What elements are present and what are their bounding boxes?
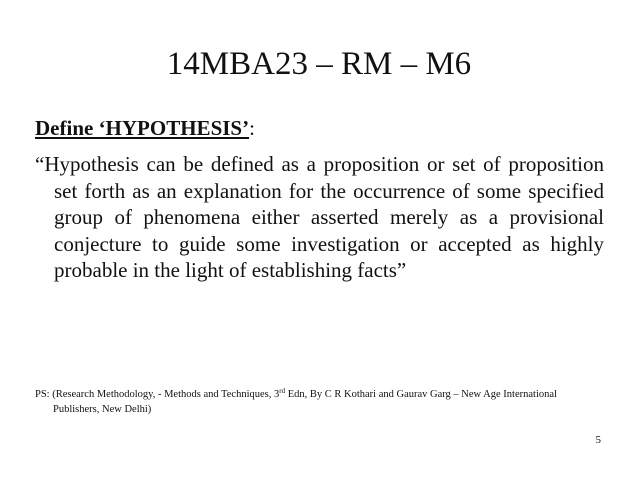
reference-superscript: rd [279, 387, 286, 395]
reference-text-start: PS: (Research Methodology, - Methods and Techniques, 3 [35, 389, 280, 400]
reference-text-end: Edn, By C R Kothari and Gaurav Garg – New Age International Publishers, New Delhi) [53, 389, 557, 415]
definition-heading [35, 115, 255, 141]
definition-quote: “Hypothesis can be defined as a proposition or set of proposition set forth as an explanation for the occurrence of some specified group of phenomena either asserted merely as a provisional conjecture to guide some investigation or accepted as highly probable in the light of establishing facts” [35, 152, 604, 282]
page-number: 5 [595, 434, 601, 446]
definition-heading-label: Define ‘HYPOTHESIS’ [35, 116, 250, 140]
slide-title: 14MBA23 – RM – M6 [166, 46, 472, 82]
reference-note [35, 387, 604, 417]
definition-heading-colon: : [249, 116, 255, 140]
